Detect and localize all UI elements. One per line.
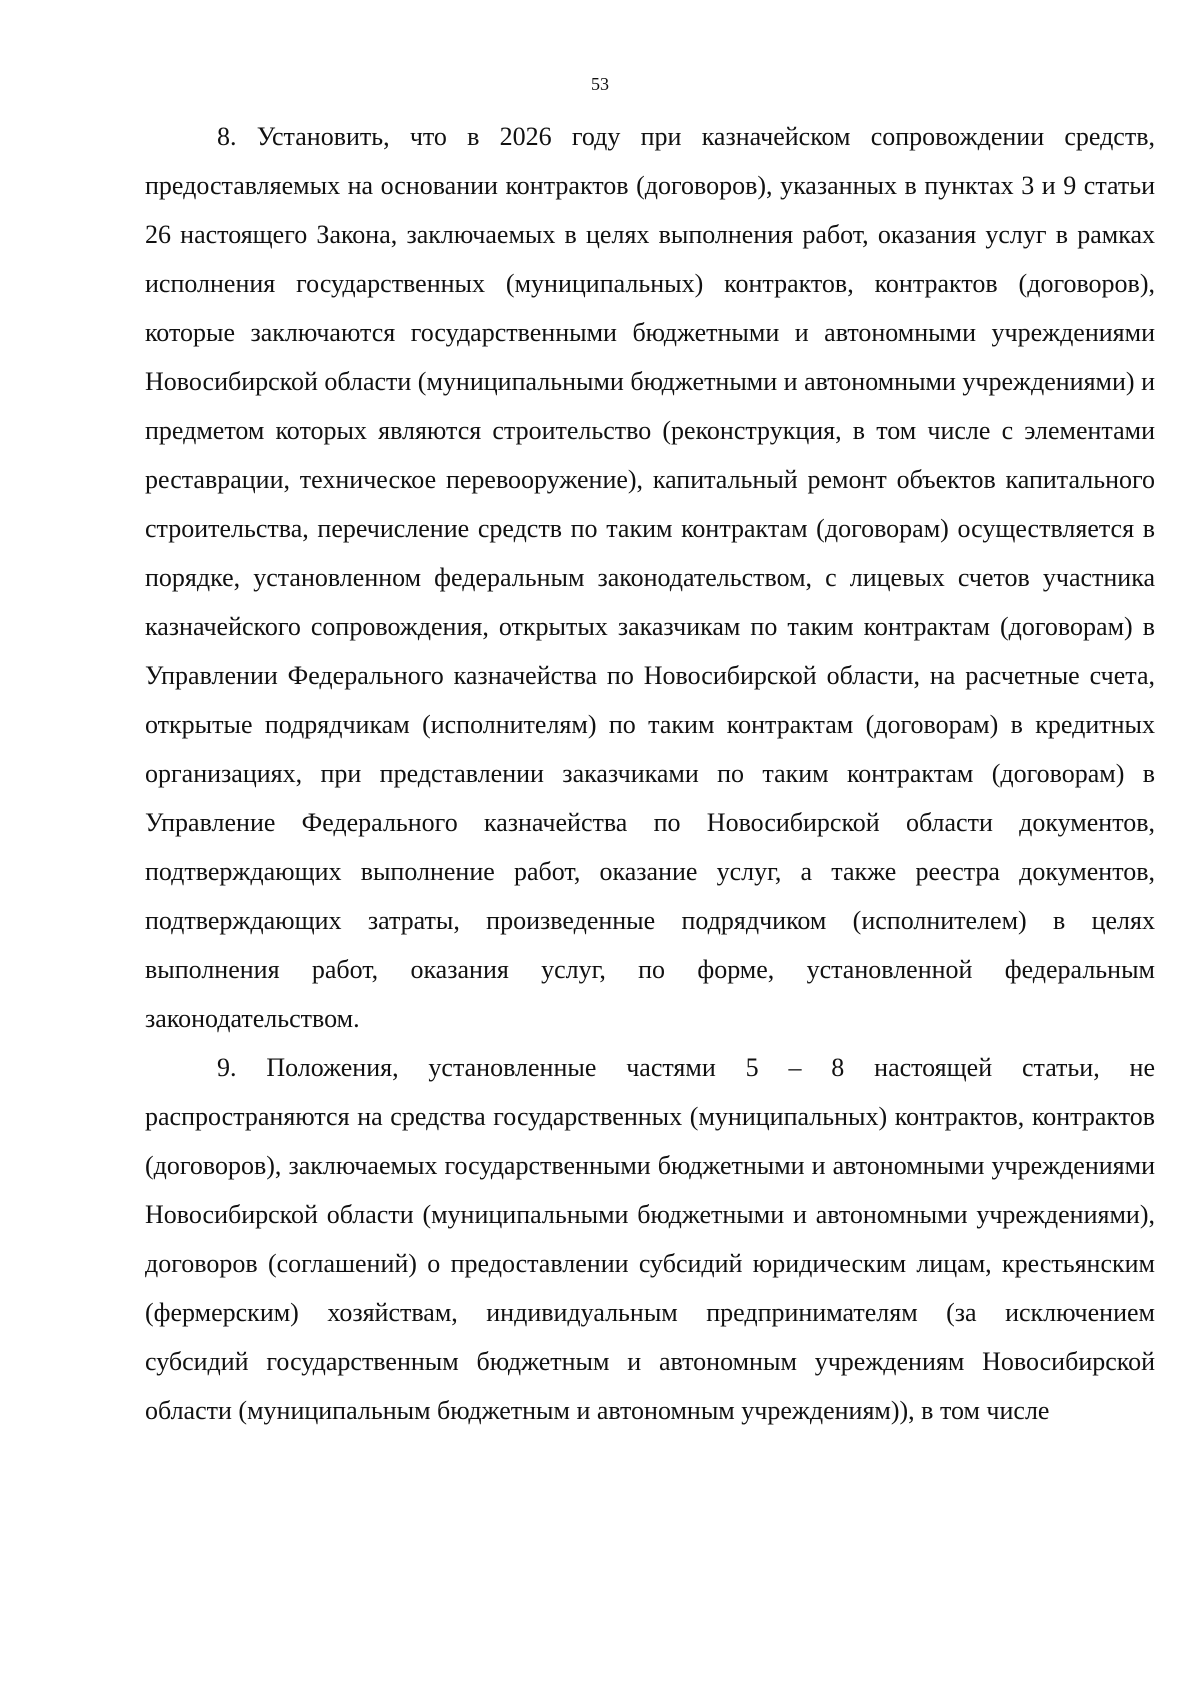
paragraph-8: 8. Установить, что в 2026 году при казначейском сопровождении средств, предоставляемых на основании контрактов (договоров), указанных в пунктах 3 и 9 статьи 26 настоящего Закона, заключаемых в целях выполнения работ, оказания услуг в рамках исполнения государственных (муниципальных) контрактов, контрактов (договоров), которые заключаются государственными бюджетными и автономными учреждениями Новосибирской области (муниципальными бюджетными и автономными учреждениями) и предметом которых являются строительство (реконструкция, в том числе с элементами реставрации, техническое перевооружение), капитальный ремонт объектов капитального строительства, перечисление средств по таким контрактам (договорам) осуществляется в порядке, установленном федеральным законодательством, с лицевых счетов участника казначейского сопровождения, открытых заказчикам по таким контрактам (договорам) в Управлении Федерального казначейства по Новосибирской области, на расчетные счета, открытые подрядчикам (исполнителям) по таким контрактам (договорам) в кредитных организациях, при представлении заказчиками по таким контрактам (договорам) в Управление Федерального казначейства по Новосибирской области документов, подтверждающих выполнение работ, оказание услуг, а также реестра документов, подтверждающих затраты, произведенные подрядчиком (исполнителем) в целях выполнения работ, оказания услуг, по форме, установленной федеральным законодательством. <box>145 122 1155 1033</box>
paragraph-9: 9. Положения, установленные частями 5 – 8 настоящей статьи, не распространяются на средства государственных (муниципальных) контрактов, контрактов (договоров), заключаемых государственными бюджетными и автономными учреждениями Новосибирской области (муниципальными бюджетными и автономными учреждениями), договоров (соглашений) о предоставлении субсидий юридическим лицам, крестьянским (фермерским) хозяйствам, индивидуальным предпринимателям (за исключением субсидий государственным бюджетным и автономным учреждениям Новосибирской области (муниципальным бюджетным и автономным учреждениям)), в том числе <box>145 1053 1155 1425</box>
document-body <box>145 112 1155 1435</box>
page-number: 53 <box>591 74 609 94</box>
